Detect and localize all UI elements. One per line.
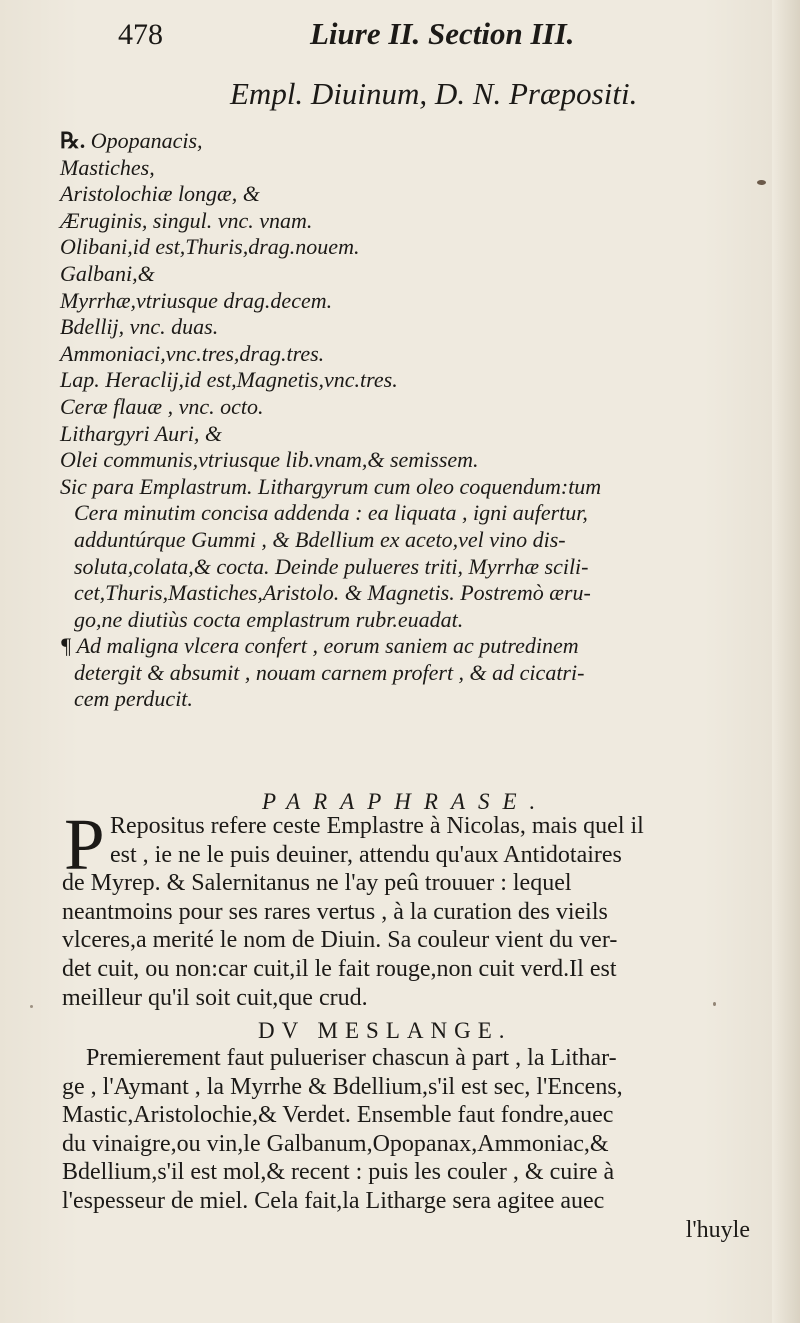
paraphrase-line: meilleur qu'il soit cuit,que crud. <box>62 984 368 1011</box>
recipe-line: cet,Thuris,Mastiches,Aristolo. & Magnetis. Postremò æru- <box>74 580 591 606</box>
recipe-line: Æruginis, singul. vnc. vnam. <box>60 207 313 233</box>
rx-symbol: ℞. <box>60 128 86 153</box>
recipe-line: Myrrhæ,vtriusque drag.decem. <box>60 287 333 313</box>
recipe-heading: Empl. Diuinum, D. N. Præpositi. <box>230 76 638 111</box>
recipe-line <box>60 128 760 155</box>
recipe-line: ¶ Ad maligna vlcera confert , eorum saniem ac putredinem <box>60 633 579 659</box>
paraphrase-line: vlceres,a merité le nom de Diuin. Sa couleur vient du ver- <box>62 927 618 954</box>
paraphrase-line: Repositus refere ceste Emplastre à Nicolas, mais quel il <box>110 813 644 839</box>
melange-line: Bdellium,s'il est mol,& recent : puis les couler , & cuire à <box>62 1159 615 1186</box>
ink-speck <box>757 180 766 185</box>
recipe-line: soluta,colata,& cocta. Deinde pulueres triti, Myrrhæ scili- <box>74 553 589 579</box>
melange-line: Premierement faut pulueriser chascun à part , la Lithar- <box>86 1045 617 1071</box>
recipe-line: Ceræ flauæ , vnc. octo. <box>60 393 264 419</box>
recipe-line: Galbani,& <box>60 260 155 286</box>
recipe-line: Sic para Emplastrum. Lithargyrum cum oleo coquendum:tum <box>60 473 602 499</box>
recipe-line: Aristolochiæ longæ, & <box>60 181 260 207</box>
recipe-line: Olei communis,vtriusque lib.vnam,& semissem. <box>60 447 479 473</box>
recipe-line: detergit & absumit , nouam carnem profert , & ad cicatri- <box>74 659 585 685</box>
running-title: Liure II. Section III. <box>310 16 575 51</box>
paraphrase-line: est , ie ne le puis deuiner, attendu qu'aux Antidotaires <box>110 841 622 868</box>
recipe-line-text: Opopanacis, <box>90 128 203 153</box>
paraphrase-text <box>62 804 752 1012</box>
melange-line: l'espesseur de miel. Cela fait,la Litharge sera agitee auec <box>62 1187 605 1214</box>
melange-line: Mastic,Aristolochie,& Verdet. Ensemble faut fondre,auec <box>62 1102 614 1129</box>
melange-text <box>62 1044 762 1244</box>
recipe-line: Lithargyri Auri, & <box>60 420 222 446</box>
ink-speck <box>30 1005 33 1008</box>
recipe-line: Lap. Heraclij,id est,Magnetis,vnc.tres. <box>60 367 398 393</box>
recipe-line: Olibani,id est,Thuris,drag.nouem. <box>60 234 360 260</box>
recipe-line: go,ne diutiùs cocta emplastrum rubr.euadat. <box>74 606 464 632</box>
ink-speck <box>713 1002 716 1006</box>
latin-recipe <box>60 128 760 713</box>
catchword: l'huyle <box>685 1216 750 1243</box>
melange-line: ge , l'Aymant , la Myrrhe & Bdellium,s'il est sec, l'Encens, <box>62 1073 623 1100</box>
page-header <box>118 14 678 58</box>
paraphrase-title: PARAPHRASE. <box>262 789 549 814</box>
recipe-line: adduntúrque Gummi , & Bdellium ex aceto,vel vino dis- <box>74 526 566 552</box>
melange-line: du vinaigre,ou vin,le Galbanum,Opopanax,Ammoniac,& <box>62 1130 609 1157</box>
recipe-line: Ammoniaci,vnc.tres,drag.tres. <box>60 340 325 366</box>
drop-cap: P <box>64 804 105 885</box>
recipe-line: cem perducit. <box>74 686 193 712</box>
recipe-line: Bdellij, vnc. duas. <box>60 314 219 340</box>
paraphrase-line: neantmoins pour ses rares vertus , à la curation des vieils <box>62 898 608 925</box>
melange-title: DV MESLANGE. <box>258 1018 512 1043</box>
page-number: 478 <box>118 18 163 51</box>
recipe-line: Cera minutim concisa addenda : ea liquata , igni aufertur, <box>74 500 588 526</box>
recipe-line: Mastiches, <box>60 154 155 180</box>
page-edge <box>772 0 800 1323</box>
paraphrase-line: de Myrep. & Salernitanus ne l'ay peû trouuer : lequel <box>62 870 572 897</box>
paraphrase-line: det cuit, ou non:car cuit,il le fait rouge,non cuit verd.Il est <box>62 955 617 982</box>
